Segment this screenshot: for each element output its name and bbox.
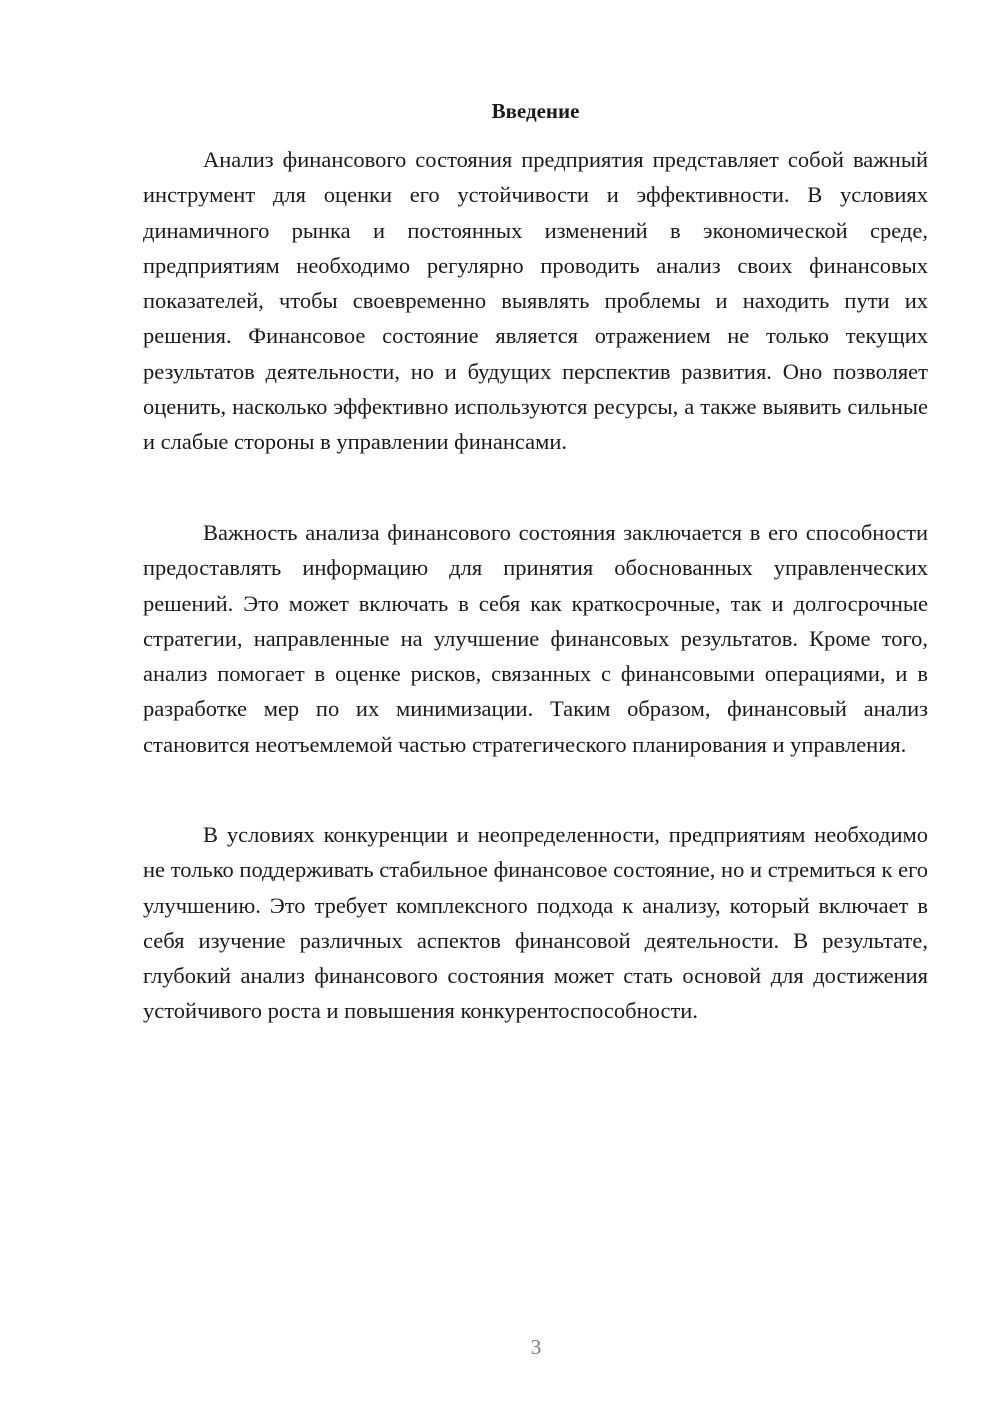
paragraph-2: Важность анализа финансового состояния заключается в его способности предоставлять информацию для принятия обоснованных управленческих решений. Это может включать в себя как краткосрочные, так и долгосрочные стратегии, направленные на улучшение финансовых результатов. Кроме того, анализ помогает в оценке рисков, связанных с финансовыми операциями, и в разработке мер по их минимизации. Таким образом, финансовый анализ становится неотъемлемой частью стратегического планирования и управления. [143,520,928,757]
paragraph-3: В условиях конкуренции и неопределенности, предприятиям необходимо не только поддерживать стабильное финансовое состояние, но и стремиться к его улучшению. Это требует комплексного подхода к анализу, который включает в себя изучение различных аспектов финансовой деятельности. В результате, глубокий анализ финансового состояния может стать основой для достижения устойчивого роста и повышения конкурентоспособности. [143,822,928,1024]
paragraph-1: Анализ финансового состояния предприятия представляет собой важный инструмент для оценки его устойчивости и эффективности. В условиях динамичного рынка и постоянных изменений в экономической среде, предприятиям необходимо регулярно проводить анализ своих финансовых показателей, чтобы своевременно выявлять проблемы и находить пути их решения. Финансовое состояние является отражением не только текущих результатов деятельности, но и будущих перспектив развития. Оно позволяет оценить, насколько эффективно используются ресурсы, а также выявить сильные и слабые стороны в управлении финансами. [143,147,928,455]
page-number: 3 [530,1335,542,1359]
section-heading: Введение [491,99,580,123]
